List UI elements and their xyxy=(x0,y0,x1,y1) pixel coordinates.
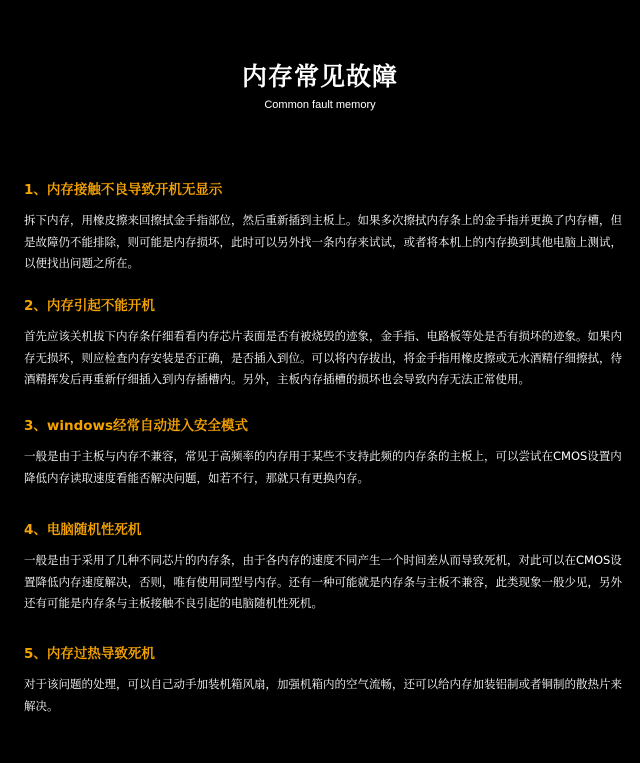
section-title: 3、windows经常自动进入安全模式 xyxy=(24,418,249,434)
section-title: 5、内存过热导致死机 xyxy=(24,646,155,662)
section-body: 首先应该关机拔下内存条仔细看看内存芯片表面是否有被烧毁的迹象，金手指、电路板等处是否有损坏的迹象。如果内存无损坏，则应检查内存安装是否正确，是否插入到位。可以将内存拔出，将金手指用橡皮擦或无水酒精仔细擦拭，待酒精挥发后再重新仔细插入到内存插槽内。另外，主板内存插槽的损坏也会导致内存无法正常使用。 xyxy=(24,329,622,386)
page-title: 内存常见故障 xyxy=(241,62,398,91)
fault-section-2 xyxy=(24,296,622,391)
section-body: 拆下内存，用橡皮擦来回擦拭金手指部位，然后重新插到主板上。如果多次擦拭内存条上的金手指并更换了内存槽，但是故障仍不能排除，则可能是内存损坏，此时可以另外找一条内存来试试，或者将本机上的内存换到其他电脑上测试，以便找出问题之所在。 xyxy=(24,213,622,270)
page-header xyxy=(0,60,640,112)
section-body: 一般是由于采用了几种不同芯片的内存条，由于各内存的速度不同产生一个时间差从而导致死机，对此可以在CMOS设置降低内存速度解决，否则，唯有使用同型号内存。还有一种可能就是内存条与主板不兼容，此类现象一般少见，另外还有可能是内存条与主板接触不良引起的电脑随机性死机。 xyxy=(24,553,622,610)
fault-section-1 xyxy=(24,180,622,275)
section-body: 对于该问题的处理，可以自己动手加装机箱风扇，加强机箱内的空气流畅，还可以给内存加装铝制或者铜制的散热片来解决。 xyxy=(24,677,622,713)
fault-section-3 xyxy=(24,416,622,489)
section-title: 1、内存接触不良导致开机无显示 xyxy=(24,182,223,198)
fault-section-5 xyxy=(24,644,622,717)
section-body: 一般是由于主板与内存不兼容，常见于高频率的内存用于某些不支持此频的内存条的主板上，可以尝试在CMOS设置内降低内存读取速度看能否解决问题，如若不行，那就只有更换内存。 xyxy=(24,449,622,485)
section-title: 4、电脑随机性死机 xyxy=(24,522,142,538)
page-subtitle: Common fault memory xyxy=(264,99,376,111)
fault-section-4 xyxy=(24,520,622,615)
section-title: 2、内存引起不能开机 xyxy=(24,298,155,314)
